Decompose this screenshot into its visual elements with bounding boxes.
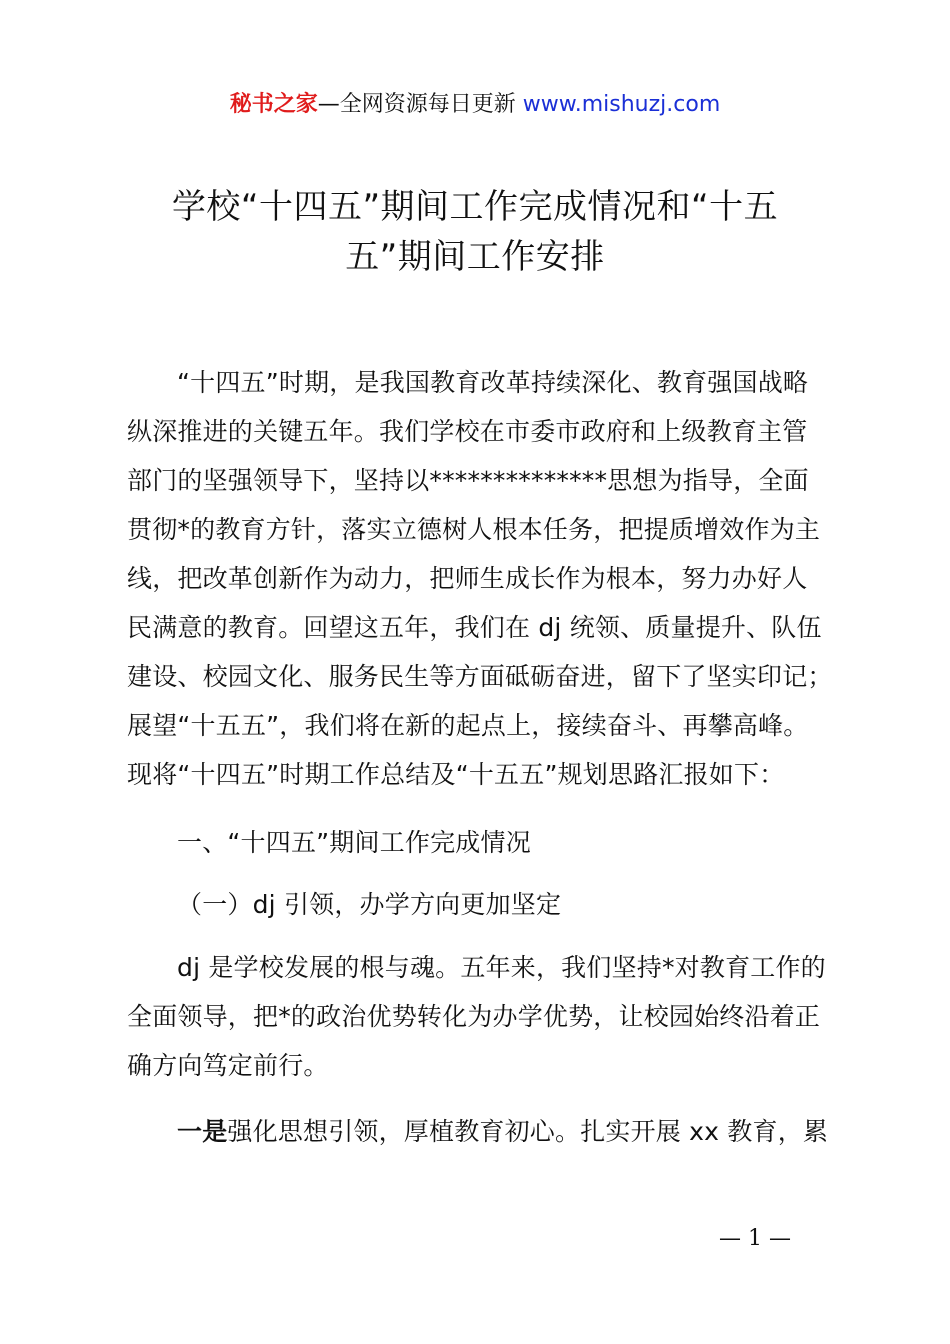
paragraph-line: 现将“十四五”时期工作总结及“十五五”规划思路汇报如下： <box>127 760 785 789</box>
paragraph-line: 全面领导，把*的政治优势转化为办学优势，让校园始终沿着正 <box>127 1002 821 1031</box>
page-number: — 1 — <box>719 1226 791 1251</box>
paragraph-line: 建设、校园文化、服务民生等方面砥砺奋进，留下了坚实印记； <box>127 662 833 691</box>
paragraph-line: 纵深推进的关键五年。我们学校在市委市政府和上级教育主管 <box>127 417 808 446</box>
paragraph-line: 确方向笃定前行。 <box>127 1051 329 1080</box>
paragraph-line <box>127 1107 837 1156</box>
paragraph-line: 线，把改革创新作为动力，把师生成长作为根本，努力办好人 <box>127 564 808 593</box>
paragraph-line: dj 是学校发展的根与魂。五年来，我们坚持*对教育工作的 <box>177 953 826 982</box>
section-paragraph <box>127 943 837 1090</box>
point-lead: 一是 <box>177 1117 228 1146</box>
point-paragraph <box>127 1107 837 1156</box>
paragraph-line: 部门的坚强领导下，坚持以**************思想为指导，全面 <box>127 466 809 495</box>
subsection-heading: （一）dj 引领，办学方向更加坚定 <box>177 890 562 919</box>
brand-name: 秘书之家 <box>229 92 318 117</box>
site-header <box>0 88 950 122</box>
site-url-link[interactable]: www.mishuzj.com <box>522 92 721 117</box>
title-line-1: 学校“十四五”期间工作完成情况和“十五 <box>171 187 779 227</box>
intro-paragraph <box>127 358 837 799</box>
paragraph-line: 民满意的教育。回望这五年，我们在 dj 统领、质量提升、队伍 <box>127 613 822 642</box>
point-text: 强化思想引领，厚植教育初心。扎实开展 xx 教育，累 <box>227 1117 829 1146</box>
paragraph-line: 展望“十五五”，我们将在新的起点上，接续奋斗、再攀高峰。 <box>127 711 809 740</box>
document-title <box>120 182 830 282</box>
header-tagline: —全网资源每日更新 <box>317 92 523 117</box>
paragraph-line: 贯彻*的教育方针，落实立德树人根本任务，把提质增效作为主 <box>127 515 821 544</box>
paragraph-line: “十四五”时期，是我国教育改革持续深化、教育强国战略 <box>177 368 809 397</box>
section-heading: 一、“十四五”期间工作完成情况 <box>177 828 531 857</box>
title-line-2: 五”期间工作安排 <box>345 237 605 277</box>
